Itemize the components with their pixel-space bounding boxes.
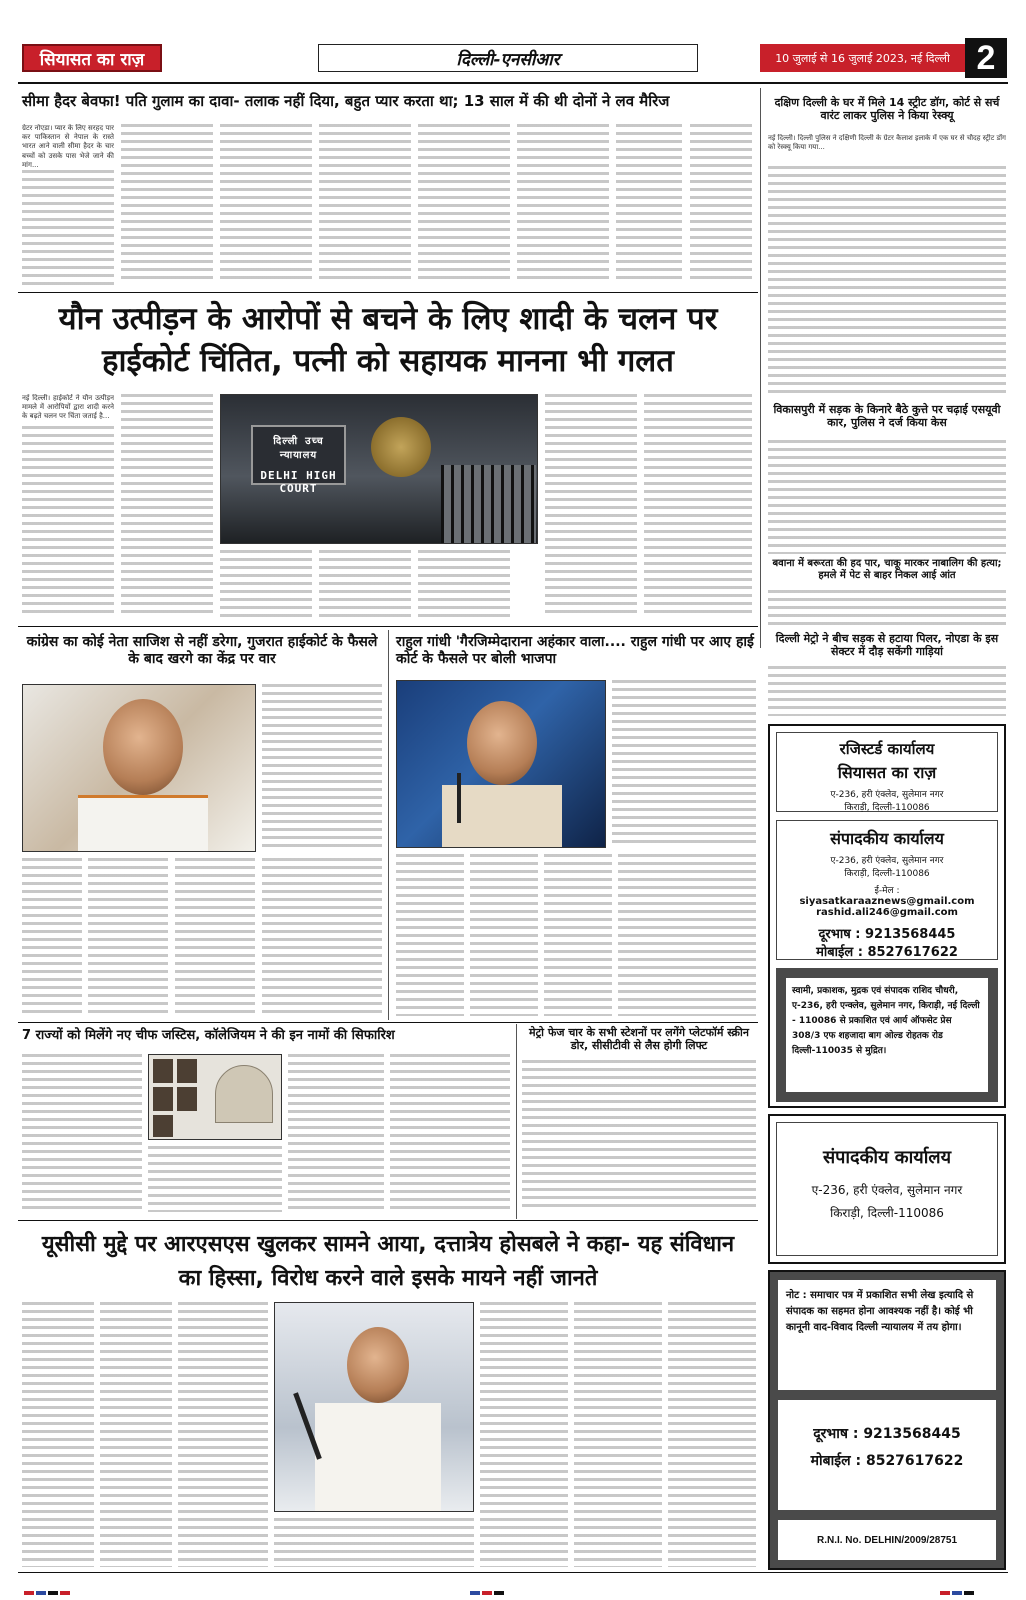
kharge-body	[22, 858, 82, 1016]
bjp-body	[544, 854, 612, 1016]
kharge-jacket	[78, 795, 208, 852]
page-number: 2	[965, 38, 1007, 78]
metro-pillar-body	[768, 666, 1006, 716]
note-box	[768, 1270, 1006, 1570]
cj-body	[288, 1054, 384, 1212]
kharge-photo	[22, 684, 256, 852]
seema-body	[319, 124, 411, 284]
kharge-headline: कांग्रेस का कोई नेता साजिश से नहीं डरेगा, गुजरात हाईकोर्ट के फैसले के बाद खरगे का केंद्र पर वार	[26, 634, 378, 667]
kharge-body	[175, 858, 255, 1016]
judge-portrait-5	[153, 1115, 173, 1137]
note-panel	[778, 1280, 996, 1390]
editorial-office-inner	[776, 820, 998, 960]
hc-headline: यौन उत्पीड़न के आरोपों से बचने के लिए शादी के चलन पर हाईकोर्ट चिंतित, पत्नी को सहायक मानना भी गलत	[58, 301, 718, 379]
email-label: ई-मेल :	[874, 886, 900, 896]
gate-bars	[441, 465, 536, 544]
rni-panel	[778, 1520, 996, 1560]
masthead-rule	[18, 82, 1008, 84]
dog-headline: दक्षिण दिल्ली के घर में मिले 14 स्ट्रीट डॉग, कोर्ट से सर्च वारंट लाकर पुलिस ने किया रेस्क्यू	[774, 96, 1000, 123]
column-divider	[760, 88, 761, 648]
seema-body	[418, 124, 510, 284]
hc-body	[418, 550, 510, 618]
supreme-court-dome-icon	[215, 1065, 273, 1123]
imprint-text: स्वामी, प्रकाशक, मुद्रक एवं संपादक राशिद चौधरी, ए-236, हरी एन्क्लेव, सुलेमान नगर, किराड़ी, नई दिल्ली - 110086 से प्रकाशित एवं आर्य ऑफसेट प्रेस 308/3 एफ शहजादा बाग ओल्ड रोहतक रोड दिल्ली-110035 से मुद्रित।	[786, 978, 988, 1092]
vikaspuri-headline: विकासपुरी में सड़क के किनारे बैठे कुत्ते पर चढ़ाई एसयूवी कार, पुलिस ने दर्ज किया केस	[773, 403, 1001, 430]
column-divider	[388, 630, 389, 1020]
editorial-office-box-2	[768, 1114, 1006, 1264]
contact-panel	[778, 1400, 996, 1510]
section-rule	[18, 626, 758, 627]
delhi-high-court-photo	[220, 394, 538, 544]
contact-mobile: मोबाईल : 8527617622	[810, 1453, 964, 1469]
seema-body	[121, 124, 213, 284]
ucc-body	[178, 1302, 268, 1567]
seema-lead: ग्रेटर नोएडा। प्यार के लिए सरहद पार कर पाकिस्तान से नेपाल के रास्ते भारत आने वाली सीमा हैदर के चार बच्चों को उसके पास भेजे जाने की मांग...	[22, 124, 114, 169]
hosabale-face	[347, 1327, 409, 1403]
footer-color-bars	[24, 1580, 72, 1599]
section-rule	[18, 1022, 758, 1023]
section-rule	[18, 1220, 758, 1221]
contact-phone: दूरभाष : 9213568445	[813, 1426, 961, 1442]
editorial-office-2-address1: ए-236, हरी एंक्लेव, सुलेमान नगर	[811, 1183, 963, 1197]
ucc-body	[22, 1302, 94, 1567]
kharge-body	[262, 684, 382, 852]
bjp-body	[470, 854, 538, 1016]
judge-portrait-4	[177, 1087, 197, 1111]
cj-headline: 7 राज्यों को मिलेंगे नए चीफ जस्टिस, कॉलेजियम ने की इन नामों की सिफारिश	[22, 1028, 395, 1043]
editorial-office-title: संपादकीय कार्यालय	[830, 829, 944, 848]
hosabale-kurta	[315, 1403, 441, 1512]
phone-number: दूरभाष : 9213568445	[818, 927, 956, 942]
hc-body	[121, 394, 213, 618]
metro-doors-headline: मेट्रो फेज चार के सभी स्टेशनों पर लगेंगे प्लेटफॉर्म स्क्रीन डोर, सीसीटीवी से लैस होगी लिफ्ट	[529, 1026, 749, 1053]
microphone-icon	[457, 773, 461, 823]
ravi-shankar-prasad-photo	[396, 680, 606, 848]
bawana-headline: बवाना में बरूरता की हद पार, चाकू मारकर नाबालिग की हत्या; हमले में पेट से बाहर निकल आई आंत	[772, 558, 1002, 581]
email-2[interactable]: rashid.ali246@gmail.com	[816, 907, 958, 918]
hc-lead: नई दिल्ली। हाईकोर्ट ने यौन उत्पीड़न मामले में आरोपियों द्वारा शादी करने के बढ़ते चलन पर चिंता जताई है...	[22, 394, 114, 421]
judge-portrait-3	[153, 1087, 173, 1111]
hosabale-photo	[274, 1302, 474, 1512]
judge-portrait-1	[153, 1059, 173, 1083]
court-sign-hindi: दिल्ली उच्च न्यायालय	[273, 436, 324, 461]
registered-office-title: रजिस्टर्ड कार्यालय	[839, 740, 935, 758]
speaker-face	[467, 701, 537, 785]
hc-body	[644, 394, 752, 618]
issue-date: 10 जुलाई से 16 जुलाई 2023, नई दिल्ली	[760, 44, 965, 72]
note-text: नोट : समाचार पत्र में प्रकाशित सभी लेख इत्यादि से संपादक का सहमत होना आवश्यक नहीं है। कोई भी कानूनी वाद-विवाद दिल्ली न्यायालय में तय होगा।	[786, 1290, 974, 1333]
metro-pillar-headline: दिल्ली मेट्रो ने बीच सड़क से हटाया पिलर, नोएडा के इस सेक्टर में दौड़ सकेंगी गाड़ियां	[775, 632, 999, 659]
editorial-office-2-address2: किराड़ी, दिल्ली-110086	[830, 1206, 944, 1220]
mobile-number: मोबाईल : 8527617622	[816, 945, 958, 960]
judges-photo-collage	[148, 1054, 282, 1140]
registered-office-address1: ए-236, हरी एंक्लेव, सुलेमान नगर	[830, 790, 944, 800]
footer-rule	[18, 1572, 1008, 1573]
registered-office-address2: किराड़ी, दिल्ली-110086	[844, 803, 930, 813]
editorial-office-2-title: संपादकीय कार्यालय	[822, 1147, 952, 1168]
dog-body	[768, 166, 1006, 398]
kharge-body	[262, 858, 382, 1016]
court-sign-english: DELHI HIGH COURT	[260, 469, 337, 495]
imprint-panel	[776, 968, 998, 1102]
cj-body	[148, 1146, 282, 1212]
rni-number: R.N.I. No. DELHIN/2009/28751	[816, 1534, 958, 1546]
section-rule	[18, 292, 758, 293]
seema-headline: सीमा हैदर बेवफा! पति गुलाम का दावा- तलाक नहीं दिया, बहुत प्यार करता था; 13 साल में की थी दोनों ने लव मैरिज	[22, 92, 670, 110]
email-1[interactable]: siyasatkaraaznews@gmail.com	[799, 896, 975, 907]
seema-body	[22, 170, 114, 285]
editorial-office-address2: किराड़ी, दिल्ली-110086	[844, 869, 930, 879]
ucc-headline: यूसीसी मुद्दे पर आरएसएस खुलकर सामने आया, दत्तात्रेय होसबले ने कहा- यह संविधान का हिस्सा, विरोध करने वाले इसके मायने नहीं जानते	[41, 1232, 735, 1291]
bjp-headline: राहुल गांधी 'गैरजिम्मेदाराना अहंकार वाला.... राहुल गांधी पर आए हाई कोर्ट के फैसले पर बोली भाजपा	[396, 634, 754, 667]
column-divider	[516, 1024, 517, 1219]
seema-body	[616, 124, 682, 284]
hc-body	[545, 394, 637, 618]
footer-color-bars	[470, 1580, 506, 1599]
bjp-body	[396, 854, 464, 1016]
cj-body	[390, 1054, 510, 1212]
ucc-body	[480, 1302, 568, 1567]
court-sign-board	[251, 425, 346, 495]
kharge-face	[103, 699, 183, 795]
metro-doors-body	[522, 1060, 756, 1212]
hc-body	[22, 426, 114, 618]
judge-portrait-2	[177, 1059, 197, 1083]
ucc-body	[668, 1302, 756, 1567]
registered-office-box	[768, 724, 1006, 1108]
section-title: दिल्ली-एनसीआर	[318, 44, 698, 72]
editorial-office-2-inner	[776, 1122, 998, 1256]
bjp-body	[612, 680, 756, 848]
ucc-body	[574, 1302, 662, 1567]
seema-body	[220, 124, 312, 284]
vikaspuri-body	[768, 440, 1006, 554]
seema-body	[690, 124, 752, 284]
editorial-office-address1: ए-236, हरी एंक्लेव, सुलेमान नगर	[830, 856, 944, 866]
registered-office-inner	[776, 732, 998, 812]
footer-color-bars	[940, 1580, 976, 1599]
court-emblem-icon	[371, 417, 431, 477]
bjp-body	[618, 854, 756, 1016]
dog-lead: नई दिल्ली। दिल्ली पुलिस ने दक्षिणी दिल्ली के ग्रेटर कैलाश इलाके में एक घर से चौदह स्ट्रीट डॉग को रेस्क्यू किया गया...	[768, 134, 1006, 152]
hc-body	[220, 550, 312, 618]
seema-body	[517, 124, 609, 284]
hc-body	[319, 550, 411, 618]
ucc-body	[100, 1302, 172, 1567]
bawana-body	[768, 590, 1006, 630]
registered-office-name: सियासत का राज़	[837, 763, 937, 782]
newspaper-logo: सियासत का राज़	[22, 44, 162, 72]
kharge-body	[88, 858, 168, 1016]
ucc-body	[274, 1518, 474, 1567]
cj-body	[22, 1054, 142, 1212]
